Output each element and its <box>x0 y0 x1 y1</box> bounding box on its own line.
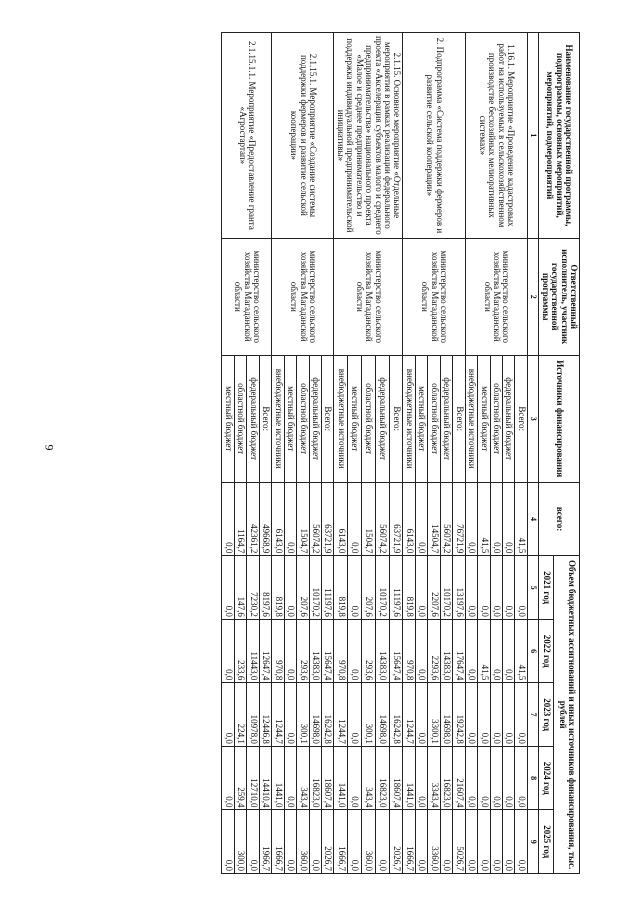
year-value: 0,0 <box>490 810 502 874</box>
index-cell: 8 <box>527 746 538 810</box>
table-row <box>259 33 271 874</box>
header-year: 2022 год <box>539 619 554 683</box>
year-value: 2026,7 <box>321 810 333 874</box>
table-row <box>515 33 527 874</box>
year-value: 0,0 <box>348 810 362 874</box>
year-value: 224,1 <box>234 683 246 747</box>
total-value: 56074,2 <box>375 482 389 556</box>
year-value: 0,0 <box>440 810 452 874</box>
year-value: 0,0 <box>375 810 389 874</box>
funding-source: федеральный бюджет <box>247 355 259 482</box>
year-value: 1244,7 <box>403 683 415 747</box>
total-value: 1504,7 <box>297 482 309 556</box>
year-value: 13197,6 <box>453 556 465 620</box>
year-value: 0,0 <box>222 619 234 683</box>
index-cell: 6 <box>527 619 538 683</box>
year-value: 0,0 <box>502 619 514 683</box>
responsible-executor: министерство сельского хозяйства Магаданской области <box>272 238 334 355</box>
year-value: 16242,8 <box>321 683 333 747</box>
year-value: 14698,0 <box>309 683 321 747</box>
year-value: 16823,0 <box>440 746 452 810</box>
year-value: 0,0 <box>490 556 502 620</box>
year-value: 0,0 <box>284 810 296 874</box>
year-value: 0,0 <box>502 810 514 874</box>
year-value: 1441,0 <box>334 746 348 810</box>
header-group: Объем бюджетных ассигнований и иных источников финансирования, тыс. рублей <box>554 556 580 874</box>
total-value: 0,0 <box>348 482 362 556</box>
year-value: 7230,2 <box>247 556 259 620</box>
funding-source: федеральный бюджет <box>440 355 452 482</box>
responsible-executor: министерство сельского хозяйства Магаданской области <box>465 238 527 355</box>
year-value: 0,0 <box>502 746 514 810</box>
total-value: 49668,9 <box>259 482 271 556</box>
year-value: 0,0 <box>247 810 259 874</box>
header-year: 2021 год <box>539 556 554 620</box>
total-value: 56074,2 <box>309 482 321 556</box>
year-value: 233,6 <box>234 619 246 683</box>
funding-source: местный бюджет <box>284 355 296 482</box>
year-value: 0,0 <box>348 556 362 620</box>
header-year: 2023 год <box>539 683 554 747</box>
funding-source: внебюджетные источники <box>272 355 284 482</box>
year-value: 0,0 <box>415 683 427 747</box>
year-value: 14698,0 <box>375 683 389 747</box>
year-value: 8197,6 <box>259 556 271 620</box>
year-value: 14383,0 <box>375 619 389 683</box>
year-value: 147,6 <box>234 556 246 620</box>
year-value: 0,0 <box>348 619 362 683</box>
year-value: 0,0 <box>415 810 427 874</box>
year-value: 0,0 <box>348 746 362 810</box>
year-value: 5026,7 <box>453 810 465 874</box>
header-name: Наименование государственной программы, подпрограммы, основных мероприятий, мероприятий, подмероприятий <box>539 33 580 239</box>
year-value: 0,0 <box>415 556 427 620</box>
funding-source: областной бюджет <box>490 355 502 482</box>
funding-source: внебюджетные источники <box>403 355 415 482</box>
year-value: 1244,7 <box>272 683 284 747</box>
year-value: 18607,4 <box>321 746 333 810</box>
year-value: 970,8 <box>403 619 415 683</box>
header-executor: Ответственный исполнитель, участник государственной программы <box>539 238 580 355</box>
year-value: 300,0 <box>234 810 246 874</box>
year-value: 0,0 <box>222 556 234 620</box>
year-value: 1666,7 <box>403 810 415 874</box>
measure-name: 2.1.15. Основное мероприятие «Отдельные мероприятия в рамках реализации федерального проекта «Акселерация субъектов малого и среднего предпринимательства» национального проекта «Малое и среднее предпринимательство и поддержка индивидуальной предпринимательской инициативы» <box>334 33 403 239</box>
year-value: 0,0 <box>465 619 477 683</box>
year-value: 343,4 <box>362 746 376 810</box>
year-value: 0,0 <box>490 683 502 747</box>
year-value: 10978,0 <box>247 683 259 747</box>
year-value: 360,0 <box>297 810 309 874</box>
year-value: 0,0 <box>515 683 527 747</box>
year-value: 0,0 <box>490 619 502 683</box>
year-value: 11443,0 <box>247 619 259 683</box>
year-value: 1244,7 <box>334 683 348 747</box>
year-value: 0,0 <box>478 746 490 810</box>
rotated-table-container <box>60 32 580 874</box>
funding-source: федеральный бюджет <box>375 355 389 482</box>
year-value: 14410,4 <box>259 746 271 810</box>
year-value: 10170,2 <box>309 556 321 620</box>
total-value: 0,0 <box>415 482 427 556</box>
year-value: 3360,0 <box>428 810 440 874</box>
year-value: 15647,4 <box>321 619 333 683</box>
year-value: 0,0 <box>284 683 296 747</box>
year-value: 3343,4 <box>428 746 440 810</box>
funding-source: местный бюджет <box>348 355 362 482</box>
year-value: 11197,6 <box>389 556 403 620</box>
year-value: 2026,7 <box>389 810 403 874</box>
year-value: 15647,4 <box>389 619 403 683</box>
total-value: 76721,9 <box>453 482 465 556</box>
index-cell: 9 <box>527 810 538 874</box>
total-value: 0,0 <box>465 482 477 556</box>
year-value: 1966,7 <box>259 810 271 874</box>
budget-table <box>221 32 580 874</box>
total-value: 1504,7 <box>362 482 376 556</box>
funding-source: Всего: <box>453 355 465 482</box>
funding-source: областной бюджет <box>297 355 309 482</box>
total-value: 42361,2 <box>247 482 259 556</box>
total-value: 0,0 <box>502 482 514 556</box>
year-value: 12710,0 <box>247 746 259 810</box>
year-value: 300,1 <box>297 683 309 747</box>
year-value: 819,8 <box>334 556 348 620</box>
year-value: 293,6 <box>297 619 309 683</box>
year-value: 41,5 <box>515 619 527 683</box>
funding-source: местный бюджет <box>222 355 234 482</box>
year-value: 0,0 <box>284 556 296 620</box>
header-sources: Источники финансирования <box>539 355 580 482</box>
header-total: всего: <box>539 482 580 556</box>
funding-source: местный бюджет <box>478 355 490 482</box>
header-year: 2024 год <box>539 746 554 810</box>
year-value: 16242,8 <box>389 683 403 747</box>
total-value: 63721,9 <box>389 482 403 556</box>
year-value: 18607,4 <box>389 746 403 810</box>
funding-source: Всего: <box>515 355 527 482</box>
year-value: 0,0 <box>465 746 477 810</box>
year-value: 0,0 <box>478 810 490 874</box>
year-value: 970,8 <box>334 619 348 683</box>
total-value: 0,0 <box>284 482 296 556</box>
total-value: 0,0 <box>490 482 502 556</box>
year-value: 819,8 <box>403 556 415 620</box>
measure-name: 2.1.15.1.1. Мероприятие «Предоставление гранта «Агростартап» <box>222 33 272 239</box>
funding-source: федеральный бюджет <box>502 355 514 482</box>
responsible-executor: министерство сельского хозяйства Магаданской области <box>334 238 403 355</box>
header-year: 2025 год <box>539 810 554 874</box>
year-value: 819,8 <box>272 556 284 620</box>
year-value: 41,5 <box>478 619 490 683</box>
total-value: 56074,2 <box>440 482 452 556</box>
year-value: 207,6 <box>297 556 309 620</box>
year-value: 0,0 <box>465 556 477 620</box>
year-value: 0,0 <box>222 746 234 810</box>
table-row <box>321 33 333 874</box>
total-value: 6143,0 <box>334 482 348 556</box>
funding-source: областной бюджет <box>234 355 246 482</box>
index-cell: 5 <box>527 556 538 620</box>
measure-name: 1.16.1. Мероприятие «Проведение кадастровых работ на используемых в сельскохозяйственном производстве бесхозяйных мелиоративных системах» <box>465 33 527 239</box>
table-body <box>222 33 527 874</box>
total-value: 6143,0 <box>272 482 284 556</box>
index-cell: 4 <box>527 482 538 556</box>
year-value: 14383,0 <box>440 619 452 683</box>
table-row <box>389 33 403 874</box>
funding-source: местный бюджет <box>415 355 427 482</box>
year-value: 1441,0 <box>403 746 415 810</box>
year-value: 360,0 <box>362 810 376 874</box>
year-value: 1666,7 <box>334 810 348 874</box>
year-value: 2293,6 <box>428 619 440 683</box>
responsible-executor: министерство сельского хозяйства Магаданской области <box>403 238 465 355</box>
year-value: 970,8 <box>272 619 284 683</box>
year-value: 19242,8 <box>453 683 465 747</box>
measure-name: 2.1.15.1. Мероприятие «Создание системы поддержки фермеров и развитие сельской кооперации» <box>272 33 334 239</box>
year-value: 343,4 <box>297 746 309 810</box>
index-cell: 1 <box>527 33 538 239</box>
funding-source: федеральный бюджет <box>309 355 321 482</box>
funding-source: областной бюджет <box>428 355 440 482</box>
year-value: 293,6 <box>362 619 376 683</box>
year-value: 300,1 <box>362 683 376 747</box>
year-value: 0,0 <box>515 556 527 620</box>
year-value: 0,0 <box>222 683 234 747</box>
page-number: 9 <box>42 444 57 451</box>
table-row <box>453 33 465 874</box>
year-value: 17647,4 <box>453 619 465 683</box>
year-value: 0,0 <box>465 683 477 747</box>
measure-name: 2. Подпрограмма «Система поддержки фермеров и развитие сельской кооперации» <box>403 33 465 239</box>
year-value: 14383,0 <box>309 619 321 683</box>
year-value: 11197,6 <box>321 556 333 620</box>
index-cell: 7 <box>527 683 538 747</box>
year-value: 14698,0 <box>440 683 452 747</box>
year-value: 3300,1 <box>428 683 440 747</box>
total-value: 1164,7 <box>234 482 246 556</box>
year-value: 0,0 <box>490 746 502 810</box>
year-value: 12446,8 <box>259 683 271 747</box>
year-value: 0,0 <box>222 810 234 874</box>
year-value: 0,0 <box>309 810 321 874</box>
year-value: 0,0 <box>284 746 296 810</box>
funding-source: областной бюджет <box>362 355 376 482</box>
year-value: 207,6 <box>362 556 376 620</box>
responsible-executor: министерство сельского хозяйства Магаданской области <box>222 238 272 355</box>
year-value: 0,0 <box>284 619 296 683</box>
year-value: 16823,0 <box>375 746 389 810</box>
year-value: 0,0 <box>478 556 490 620</box>
year-value: 0,0 <box>465 810 477 874</box>
year-value: 0,0 <box>515 810 527 874</box>
funding-source: Всего: <box>389 355 403 482</box>
year-value: 0,0 <box>515 746 527 810</box>
index-cell: 2 <box>527 238 538 355</box>
total-value: 63721,9 <box>321 482 333 556</box>
year-value: 0,0 <box>502 683 514 747</box>
year-value: 0,0 <box>415 619 427 683</box>
year-value: 0,0 <box>348 683 362 747</box>
funding-source: внебюджетные источники <box>465 355 477 482</box>
year-value: 2207,6 <box>428 556 440 620</box>
year-value: 12647,4 <box>259 619 271 683</box>
funding-source: Всего: <box>321 355 333 482</box>
index-cell: 3 <box>527 355 538 482</box>
year-value: 1441,0 <box>272 746 284 810</box>
year-value: 0,0 <box>502 556 514 620</box>
year-value: 21607,4 <box>453 746 465 810</box>
total-value: 41,5 <box>478 482 490 556</box>
funding-source: внебюджетные источники <box>334 355 348 482</box>
funding-source: Всего: <box>259 355 271 482</box>
year-value: 16823,0 <box>309 746 321 810</box>
year-value: 0,0 <box>478 683 490 747</box>
year-value: 259,4 <box>234 746 246 810</box>
total-value: 41,5 <box>515 482 527 556</box>
year-value: 1666,7 <box>272 810 284 874</box>
total-value: 6143,0 <box>403 482 415 556</box>
year-value: 10170,2 <box>440 556 452 620</box>
year-value: 10170,2 <box>375 556 389 620</box>
year-value: 0,0 <box>415 746 427 810</box>
total-value: 0,0 <box>222 482 234 556</box>
total-value: 14504,7 <box>428 482 440 556</box>
